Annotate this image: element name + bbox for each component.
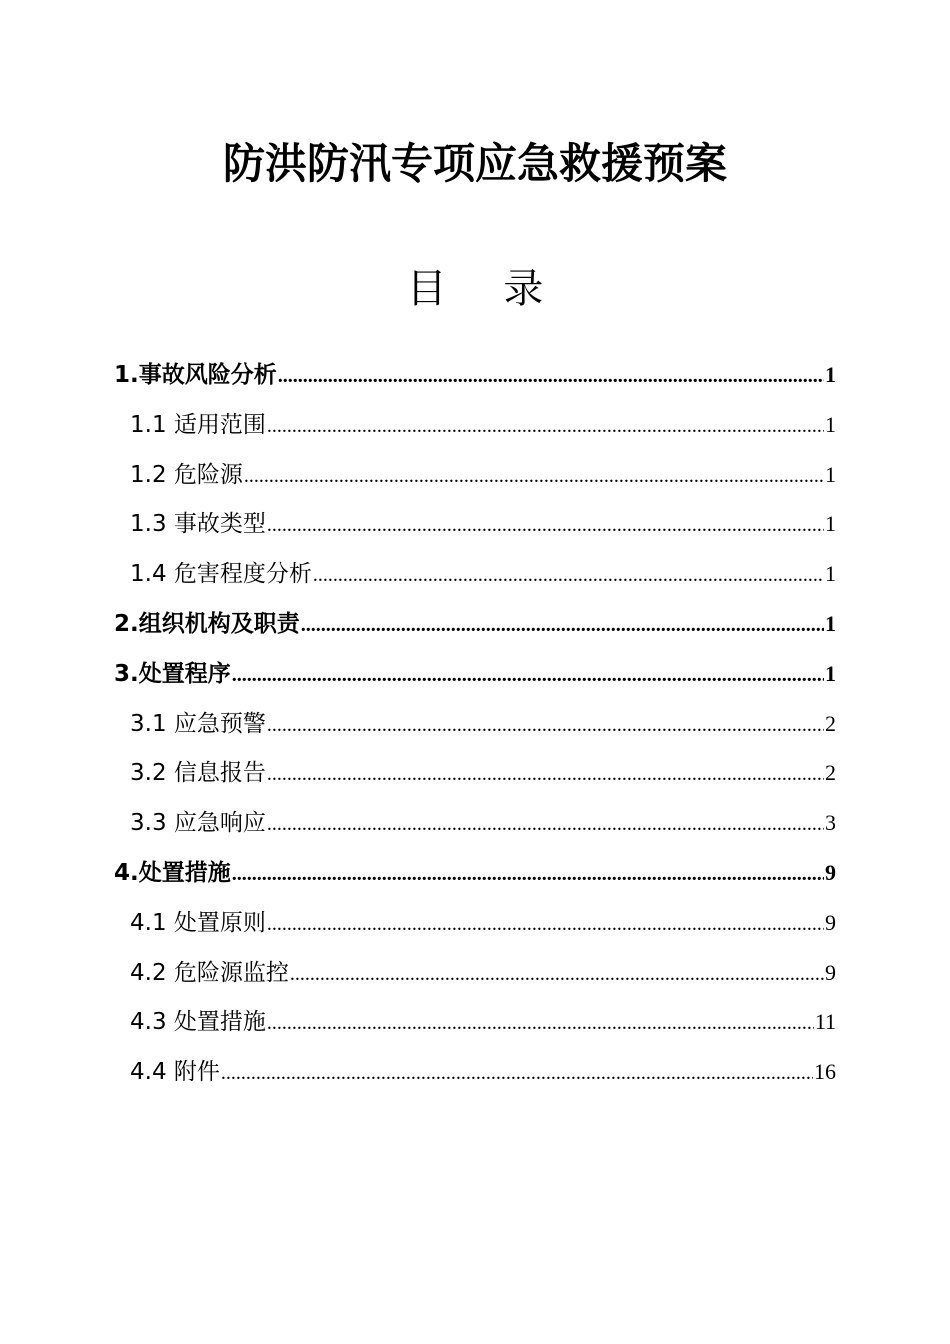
toc-entry-page: 1 [825,610,836,636]
toc-dot-leader [244,452,824,500]
toc-dot-leader [290,950,824,998]
toc-entry[interactable] [114,599,836,649]
toc-dot-leader [232,850,824,898]
toc-entry[interactable] [114,748,836,798]
toc-entry[interactable] [114,499,836,549]
toc-entry-label: 4.1 处置原则 [130,909,266,936]
toc-dot-leader [278,352,824,400]
toc-entry[interactable] [114,948,836,998]
toc-entry-label: 1.3 事故类型 [130,511,266,538]
toc-dot-leader [267,800,824,848]
toc-dot-leader [221,1049,813,1097]
toc-entry-label: 4.3 处置措施 [130,1009,266,1036]
toc-entry-label: 1.1 适用范围 [130,411,266,438]
toc-entry[interactable] [114,699,836,749]
toc-entry-label: 3.处置程序 [114,660,231,687]
toc-dot-leader [267,501,824,549]
toc-entry[interactable] [114,450,836,500]
toc-entry-page: 1 [825,362,836,387]
toc-dot-leader [267,402,824,450]
toc-entry[interactable] [114,649,836,699]
toc-entry-label: 4.处置措施 [114,859,231,886]
toc-entry-label: 1.4 危害程度分析 [130,561,312,588]
toc-entry-label: 2.组织机构及职责 [114,610,300,637]
toc-entry-page: 9 [825,959,836,985]
toc-entry-page: 2 [825,760,836,786]
toc-entry[interactable] [114,798,836,848]
toc-entry-label: 4.4 附件 [130,1059,220,1086]
document-title: 防洪防汛专项应急救援预案 [222,139,727,188]
toc-dot-leader [267,750,824,798]
toc-entry-page: 2 [825,710,836,736]
toc-entry-page: 1 [825,511,836,537]
toc-entry-label: 3.3 应急响应 [130,810,266,837]
toc-entry[interactable] [114,898,836,948]
toc-entry-label: 1.事故风险分析 [114,362,277,388]
toc-dot-leader [267,900,824,948]
toc-entry-page: 16 [814,1059,836,1085]
toc-entry[interactable] [114,350,836,400]
toc-entry-label: 1.2 危险源 [130,461,243,488]
toc-entry-page: 1 [825,461,836,487]
toc-entry-page: 1 [825,411,836,437]
toc-entry[interactable] [114,848,836,898]
toc-entry-page: 1 [825,561,836,587]
toc-heading: 目 录 [406,266,566,312]
toc-dot-leader [301,601,824,649]
toc-entry[interactable] [114,549,836,599]
toc-entry-label: 4.2 危险源监控 [130,959,289,986]
toc-dot-leader [267,999,814,1047]
toc-entry-page: 9 [825,859,836,885]
table-of-contents [114,350,836,1097]
toc-entry-label: 3.2 信息报告 [130,760,266,787]
toc-entry[interactable] [114,997,836,1047]
toc-dot-leader [232,651,824,699]
toc-dot-leader [313,551,824,599]
toc-dot-leader [267,701,824,749]
toc-entry[interactable] [114,400,836,450]
toc-entry[interactable] [114,1047,836,1097]
toc-entry-page: 9 [825,909,836,935]
toc-entry-label: 3.1 应急预警 [130,710,266,737]
toc-entry-page: 3 [825,810,836,836]
toc-entry-page: 11 [814,1009,836,1035]
toc-entry-page: 1 [825,660,836,686]
